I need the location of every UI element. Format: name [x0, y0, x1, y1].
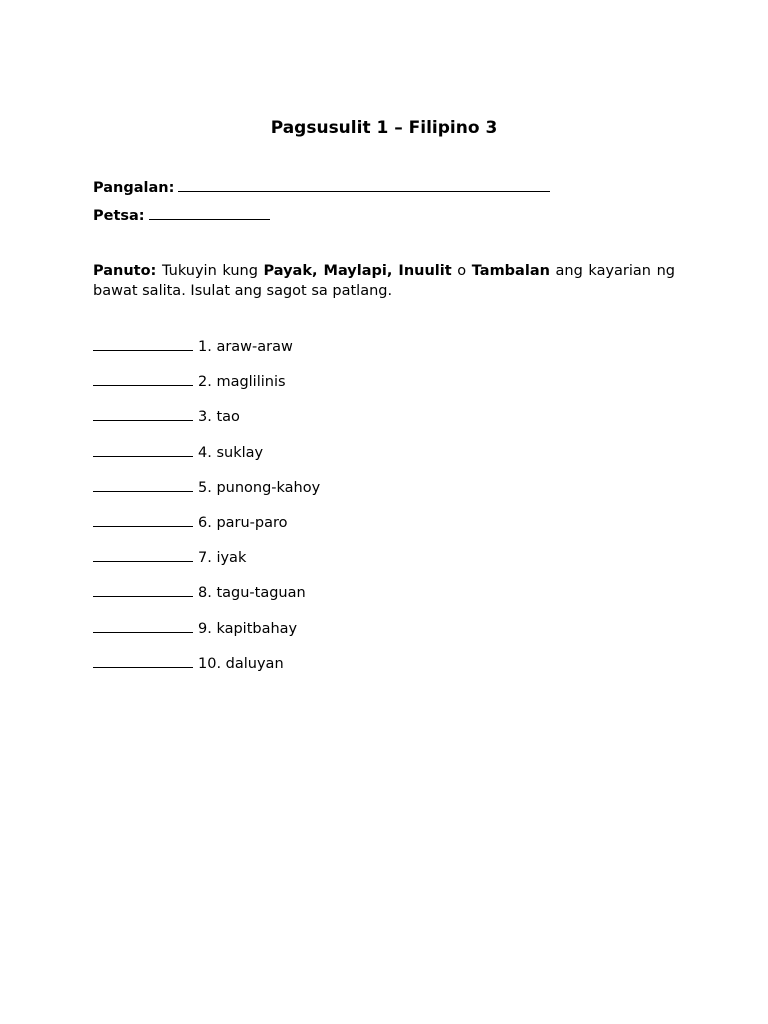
instructions-option-tambalan: Tambalan — [471, 263, 550, 279]
question-item — [93, 582, 320, 617]
question-text: 5. punong-kahoy — [198, 479, 321, 496]
date-field — [93, 205, 275, 225]
answer-blank-line[interactable] — [93, 336, 193, 351]
name-label: Pangalan: — [93, 180, 175, 196]
question-item — [93, 547, 320, 582]
question-text: 10. daluyan — [198, 655, 284, 672]
answer-blank-line[interactable] — [93, 512, 193, 527]
question-text: 1. araw-araw — [198, 339, 293, 355]
question-item — [93, 406, 320, 441]
answer-blank-line[interactable] — [93, 582, 193, 597]
question-text: 3. tao — [198, 409, 240, 426]
page-title: Pagsusulit 1 – Filipino 3 — [270, 118, 498, 138]
instructions — [93, 261, 675, 301]
question-list — [93, 336, 320, 688]
instructions-options: Payak, Maylapi, Inuulit — [263, 263, 452, 279]
answer-blank-line[interactable] — [93, 406, 193, 421]
name-field — [93, 177, 555, 197]
question-item — [93, 442, 320, 477]
question-text: 8. tagu-taguan — [198, 585, 306, 602]
answer-blank-line[interactable] — [93, 477, 193, 492]
question-item — [93, 618, 320, 653]
question-text: 9. kapitbahay — [198, 620, 298, 637]
question-text: 6. paru-paro — [198, 514, 288, 531]
answer-blank-line[interactable] — [93, 371, 193, 386]
answer-blank-line[interactable] — [93, 442, 193, 457]
question-item — [93, 336, 320, 371]
question-text: 7. iyak — [198, 550, 247, 567]
date-label: Petsa: — [93, 208, 145, 224]
name-blank-line[interactable] — [178, 177, 550, 192]
question-item — [93, 653, 320, 688]
answer-blank-line[interactable] — [93, 547, 193, 562]
question-item — [93, 477, 320, 512]
question-text: 2. maglilinis — [198, 374, 286, 391]
answer-blank-line[interactable] — [93, 618, 193, 633]
instructions-text-3: ang kayarian ng bawat salita. Isulat ang sagot sa patlang. — [93, 263, 675, 299]
instructions-text-1: Tukuyin kung — [156, 263, 264, 279]
date-blank-line[interactable] — [149, 205, 270, 220]
answer-blank-line[interactable] — [93, 653, 193, 668]
instructions-label: Panuto: — [93, 263, 157, 279]
question-text: 4. suklay — [198, 444, 264, 461]
quiz-page — [93, 0, 675, 1024]
question-item — [93, 512, 320, 547]
instructions-text-2: o — [451, 263, 472, 279]
question-item — [93, 371, 320, 406]
